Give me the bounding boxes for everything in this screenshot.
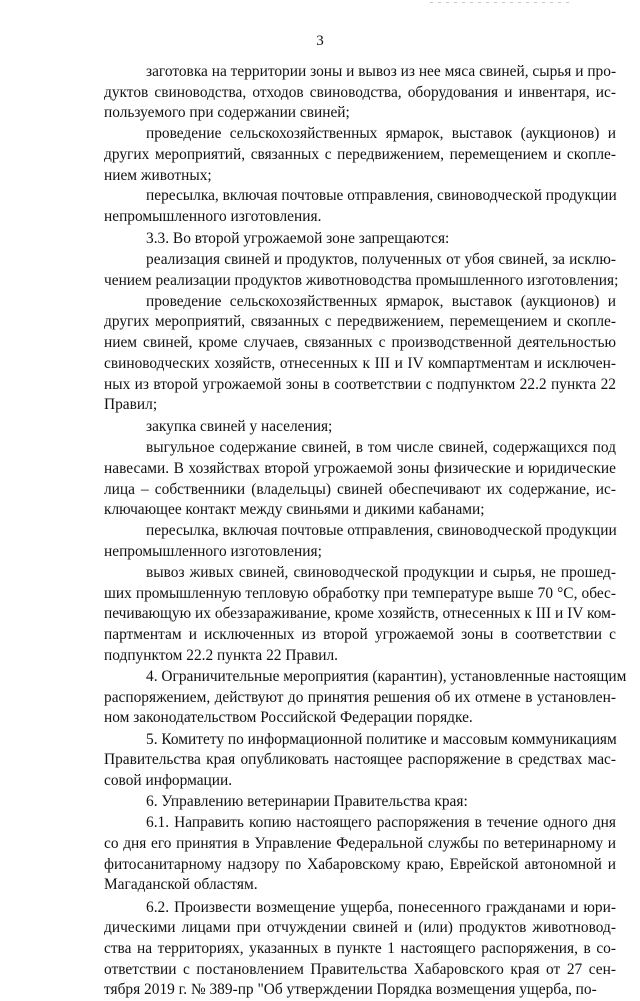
paragraph-peresylka-2	[104, 521, 616, 562]
text-line: ства на территориях, указанных в пункте 1 настоящего распоряжения, в со-	[104, 940, 616, 958]
text-line: ных из второй угрожаемой зоны в соответствии с подпунктом 22.2 пункта 22	[104, 375, 616, 393]
text-line: распоряжением, действуют до принятия решения об их отмене в установлен-	[104, 688, 616, 706]
text-line: реализация свиней и продуктов, полученных от убоя свиней, за исклю-	[146, 251, 616, 269]
text-line: пользуемого при содержании свиней;	[104, 104, 350, 122]
text-line: нием свиней, кроме случаев, связанных с производственной деятельностью	[104, 334, 616, 352]
text-line: фитосанитарному надзору по Хабаровскому краю, Еврейской автономной и	[104, 855, 616, 873]
text-line: 6. Управлению ветеринарии Правительства края:	[146, 793, 468, 811]
document-body	[104, 62, 627, 1001]
paragraph-6	[104, 792, 616, 813]
text-line: проведение сельскохозяйственных ярмарок, выставок (аукционов) и	[146, 125, 616, 143]
paragraph-realizaciya	[104, 250, 619, 291]
text-line: ших промышленную тепловую обработку при температуре выше 70 °С, обес-	[104, 584, 616, 602]
text-line: Правил;	[104, 396, 158, 414]
text-line: непромышленного изготовления;	[104, 543, 322, 561]
text-line: проведение сельскохозяйственных ярмарок, выставок (аукционов) и	[146, 292, 616, 310]
text-line: совой информации.	[104, 771, 233, 789]
paragraph-3-3	[104, 229, 616, 250]
text-line: печивающую их обеззараживание, кроме хозяйств, отнесенных к III и IV ком-	[104, 605, 616, 623]
paragraph-vygulnoe	[104, 438, 616, 521]
text-line: вывоз живых свиней, свиноводческой продукции и сырья, не прошед-	[146, 563, 616, 581]
paragraph-4	[104, 667, 627, 729]
text-line: партментам и исключенных из второй угрожаемой зоны в соответствии с	[104, 625, 616, 643]
paragraph-zakupka	[104, 417, 616, 438]
paragraph-6-1	[104, 813, 616, 896]
text-line: 6.2. Произвести возмещение ущерба, понесенного гражданами и юри-	[146, 898, 616, 916]
text-line: лица – собственники (владельцы) свиней обеспечивают их содержание, ис-	[104, 480, 616, 498]
text-line: ном законодательством Российской Федерации порядке.	[104, 709, 473, 727]
text-line: пересылка, включая почтовые отправления, свиноводческой продукции	[146, 187, 617, 205]
text-line: чением реализации продуктов животноводства промышленного изготовления;	[104, 272, 619, 290]
text-line: 6.1. Направить копию настоящего распоряжения в течение одного дня	[146, 814, 616, 832]
paragraph-zagotovka	[104, 62, 616, 124]
text-line: навесами. В хозяйствах второй угрожаемой зоны физические и юридические	[104, 459, 616, 477]
text-line: 3.3. Во второй угрожаемой зоне запрещаются:	[146, 230, 450, 248]
paragraph-6-2	[104, 898, 616, 1001]
text-line: дическими лицами при отчуждении свиней и (или) продуктов животновод-	[104, 919, 616, 937]
paragraph-5	[104, 730, 616, 792]
text-line: Магаданской областям.	[104, 876, 258, 894]
text-line: выгульное содержание свиней, в том числе свиней, содержащихся под	[146, 439, 616, 457]
text-line: заготовка на территории зоны и вывоз из нее мяса свиней, сырья и про-	[146, 63, 617, 80]
text-line: подпунктом 22.2 пункта 22 Правил.	[104, 646, 338, 664]
paragraph-vyvoz	[104, 563, 616, 667]
text-line: ключающее контакт между свиньями и дикими кабанами;	[104, 501, 485, 519]
text-line: других мероприятий, связанных с передвижением, перемещением и скопле-	[104, 145, 616, 163]
scan-edge-mark	[430, 2, 570, 3]
text-line: Правительства края опубликовать настоящее распоряжение в средствах мас-	[104, 751, 616, 769]
text-line: других мероприятий, связанных с передвижением, перемещением и скопле-	[104, 313, 616, 331]
text-line: со дня его принятия в Управление Федеральной службы по ветеринарному и	[104, 835, 616, 853]
text-line: непромышленного изготовления.	[104, 207, 322, 225]
page-number: 3	[316, 33, 324, 49]
text-line: 5. Комитету по информационной политике и массовым коммуникациям	[146, 730, 617, 748]
text-line: 4. Ограничительные мероприятия (карантин), установленные настоящим	[146, 667, 627, 685]
text-line: пересылка, включая почтовые отправления, свиноводческой продукции	[146, 522, 617, 540]
text-line: ответствии с постановлением Правительства Хабаровского края от 27 сен-	[104, 960, 616, 978]
paragraph-yarmarki-2	[104, 292, 616, 416]
text-line: нием животных;	[104, 166, 212, 184]
paragraph-yarmarki-1	[104, 124, 616, 186]
paragraph-peresylka-1	[104, 186, 616, 227]
text-line: свиноводческих хозяйств, отнесенных к III и IV компартментам и исключен-	[104, 354, 616, 372]
text-line: дуктов свиноводства, отходов свиноводства, оборудования и инвентаря, ис-	[104, 83, 616, 101]
text-line: закупка свиней у населения;	[146, 418, 333, 436]
text-line: тября 2019 г. № 389-пр "Об утверждении Порядка возмещения ущерба, по-	[104, 981, 597, 999]
